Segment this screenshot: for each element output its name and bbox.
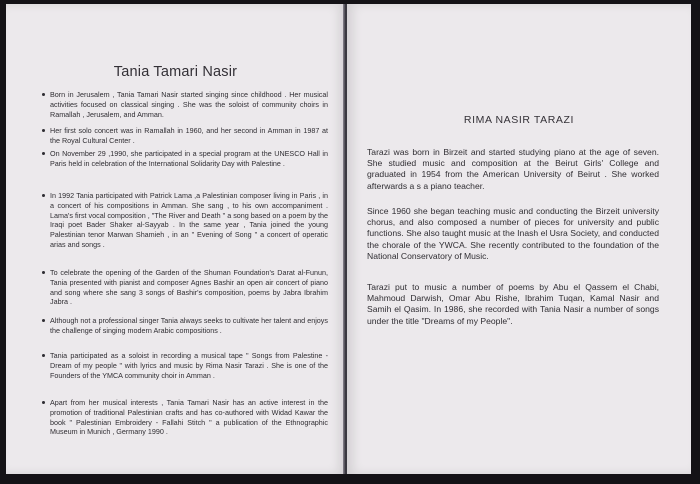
bullet-text: Tania participated as a soloist in recording a musical tape " Songs from Palestine - Dream of my people " with lyrics and music by Rima Nasir Tarazi . She is one of the Founders of the YMCA community choir in Amman . [50,351,328,380]
bullet-text: Apart from her musical interests , Tania Tamari Nasir has an active interest in the promotion of traditional Palestinian crafts and has co-authored with Widad Kawar the book " Palestinian Embroidery - Fallahi Stitch " a publication of the Ethnographic Museum in Munich , Germany 1990 . [50,398,328,437]
bullet-item [42,126,328,146]
bullet-dot-icon [42,93,45,96]
bullet-item [42,351,328,380]
bullet-dot-icon [42,354,45,357]
bullet-text: Born in Jerusalem , Tania Tamari Nasir started singing since childhood . Her musical activities focused on classical singing . She was the soloist of community choirs in Ramallah , Jerusalem, and Amman. [50,90,328,119]
bullet-item [42,191,328,250]
bullet-text: On November 29 ,1990, she participated in a special program at the UNESCO Hall in Paris held in celebration of the International Solidarity Day with Palestine . [50,149,328,168]
paragraph: Tarazi was born in Birzeit and started studying piano at the age of seven. She studied music and composition at the Beirut Girls' College and graduated in 1954 from the American University of Beirut . She worked afterwards a s a piano teacher. [367,147,659,191]
bullet-dot-icon [42,152,45,155]
bullet-text: To celebrate the opening of the Garden of the Shuman Foundation's Darat al-Funun, Tania presented with pianist and composer Agnes Bashir an open air concert of piano and song where she sang 3 songs of Bashir's composition, poems by Jabra Ibrahim Jabra . [50,268,328,307]
bullet-dot-icon [42,401,45,404]
bullet-item [42,316,328,336]
bullet-text: Although not a professional singer Tania always seeks to cultivate her talent and enjoys the challenge of singing modern Arabic compositions . [50,316,328,335]
bullet-dot-icon [42,194,45,197]
paragraph: Tarazi put to music a number of poems by Abu el Qassem el Chabi, Mahmoud Darwish, Omar Abu Rishe, Ibrahim Tuqan, Kamal Nasir and Samih el Qasim. In 1986, she recorded with Tania Nasir a number of songs under the title "Dreams of my People". [367,282,659,326]
bullet-dot-icon [42,319,45,322]
bullet-item [42,268,328,307]
bullet-text: Her first solo concert was in Ramallah in 1960, and her second in Amman in 1987 at the Royal Cultural Center . [50,126,328,145]
right-page-title: RIMA NASIR TARAZI [463,114,575,126]
bullet-dot-icon [42,129,45,132]
left-page [6,4,345,474]
left-page-title: Tania Tamari Nasir [113,64,238,80]
right-page [347,4,691,474]
paragraph: Since 1960 she began teaching music and conducting the Birzeit university chorus, and also composed a number of pieces for university and public functions. She also taught music at the Inash el Usra Society, and conducted the chorale of the YWCA. She recently contributed to the foundation of the National Conservatory of Music. [367,206,659,261]
bullet-item [42,149,328,169]
bullet-dot-icon [42,271,45,274]
bullet-text: In 1992 Tania participated with Patrick Lama ,a Palestinian composer living in Paris , in a concert of his compositions in Amman. She sang , to his own accompaniment . Lama's first vocal composition , "The River and Death " a song based on a poem by the Iraqi poet Bader Shaker al-Sayyab . In the same year , Tania joined the young Palestinian tenor Marwan Shamieh , in an " Evening of Song " a concert of operatic arias and songs . [50,191,328,249]
bullet-item [42,90,328,119]
bullet-item [42,398,328,437]
